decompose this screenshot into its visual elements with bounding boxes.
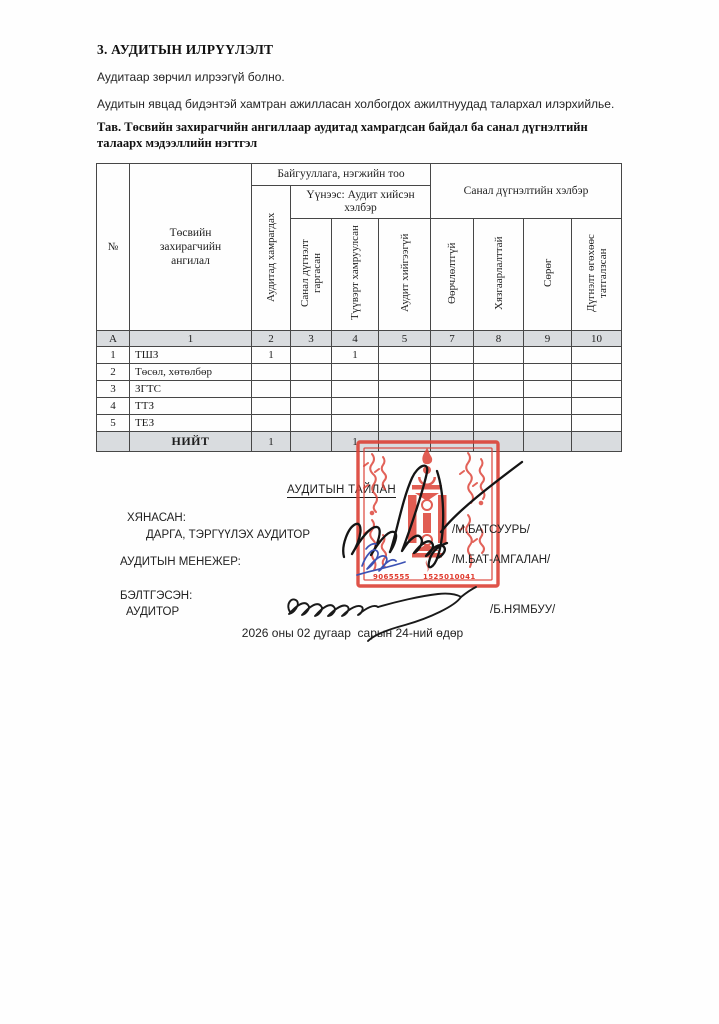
preparer-name: /Б.НЯМБУУ/ [490, 604, 556, 616]
table-caption: Тав. Төсвийн захирагчийн ангиллаар аудитад хамрагдсан байдал ба санал дүгнэлтийн талаарх мэдээллийн нэгтгэл [97, 120, 588, 150]
column-numbering-row: А 1 2 3 4 5 7 8 9 10 [97, 331, 622, 347]
manager-name: /М.БАТ-АМГАЛАН/ [452, 554, 551, 566]
header-adverse: Сөрөг [524, 219, 572, 331]
header-not-audited: Аудит хийгээгүй [379, 219, 431, 331]
header-group-org-count: Байгууллага, нэгжийн тоо [252, 164, 431, 186]
reviewed-label: ХЯНАСАН: [127, 512, 186, 524]
section-heading: 3. АУДИТЫН ИЛРҮҮЛЭЛТ [97, 42, 274, 57]
table-row: 2 Төсөл, хөтөлбөр [97, 364, 622, 381]
reviewer-name: /М.БАТСУУРЬ/ [452, 524, 531, 536]
stamp-artwork [355, 439, 501, 589]
table-row: 1 ТШЗ 1 1 [97, 347, 622, 364]
header-category-label: Төсвийн захирагчийн ангилал [159, 227, 222, 267]
header-unmodified: Өөрчлөлтгүй [431, 219, 474, 331]
official-red-stamp [355, 439, 501, 589]
stamp-script-right [460, 453, 485, 567]
prepared-label: БЭЛТГЭСЭН: [120, 590, 193, 602]
stamp-soyombo-emblem [408, 448, 447, 572]
header-group-audit-form: Үүнээс: Аудит хийсэн хэлбэр [291, 186, 431, 219]
manager-label: АУДИТЫН МЕНЕЖЕР: [120, 556, 241, 568]
header-no: № [97, 164, 130, 331]
stamp-script-left [364, 454, 386, 570]
reviewer-role: ДАРГА, ТЭРГҮҮЛЭХ АУДИТОР [146, 529, 311, 541]
header-sampled: Түүвэрт хамруулсан [332, 219, 379, 331]
paragraph-thanks: Аудитын явцад бидэнтэй хамтран ажилласан холбогдох ажилтнуудад талархал илэрхийлье. [97, 97, 615, 111]
table-row: 5 ТЕЗ [97, 415, 622, 432]
preparer-role: АУДИТОР [126, 606, 180, 618]
header-category [130, 164, 252, 331]
audit-summary-table [96, 163, 622, 452]
header-audited: Аудитад хамрагдах [252, 186, 291, 331]
total-label: НИЙТ [130, 432, 252, 452]
header-opinion-issued: Санал дүгнэлт гаргасан [291, 219, 332, 331]
stamp-numbers [373, 573, 476, 581]
stamp-number-right: 1525010041 [423, 573, 476, 581]
stamp-number-left: 9065555 [373, 573, 410, 581]
header-group-opinion-form: Санал дүгнэлтийн хэлбэр [431, 164, 622, 219]
table-row: 3 ЗГТС [97, 381, 622, 398]
table-row: 4 ТТЗ [97, 398, 622, 415]
date-line: 2026 оны 02 дугаар сарын 24-ний өдөр [241, 626, 464, 640]
report-title: АУДИТЫН ТАЙЛАН [287, 484, 397, 496]
table-total-row: НИЙТ 1 1 [97, 432, 622, 452]
header-qualified: Хязгаарлалттай [474, 219, 524, 331]
header-disclaimer: Дүгнэлт өгөхөөс татгалзсан [572, 219, 622, 331]
paragraph-no-violation: Аудитаар зөрчил илрээгүй болно. [97, 70, 285, 84]
